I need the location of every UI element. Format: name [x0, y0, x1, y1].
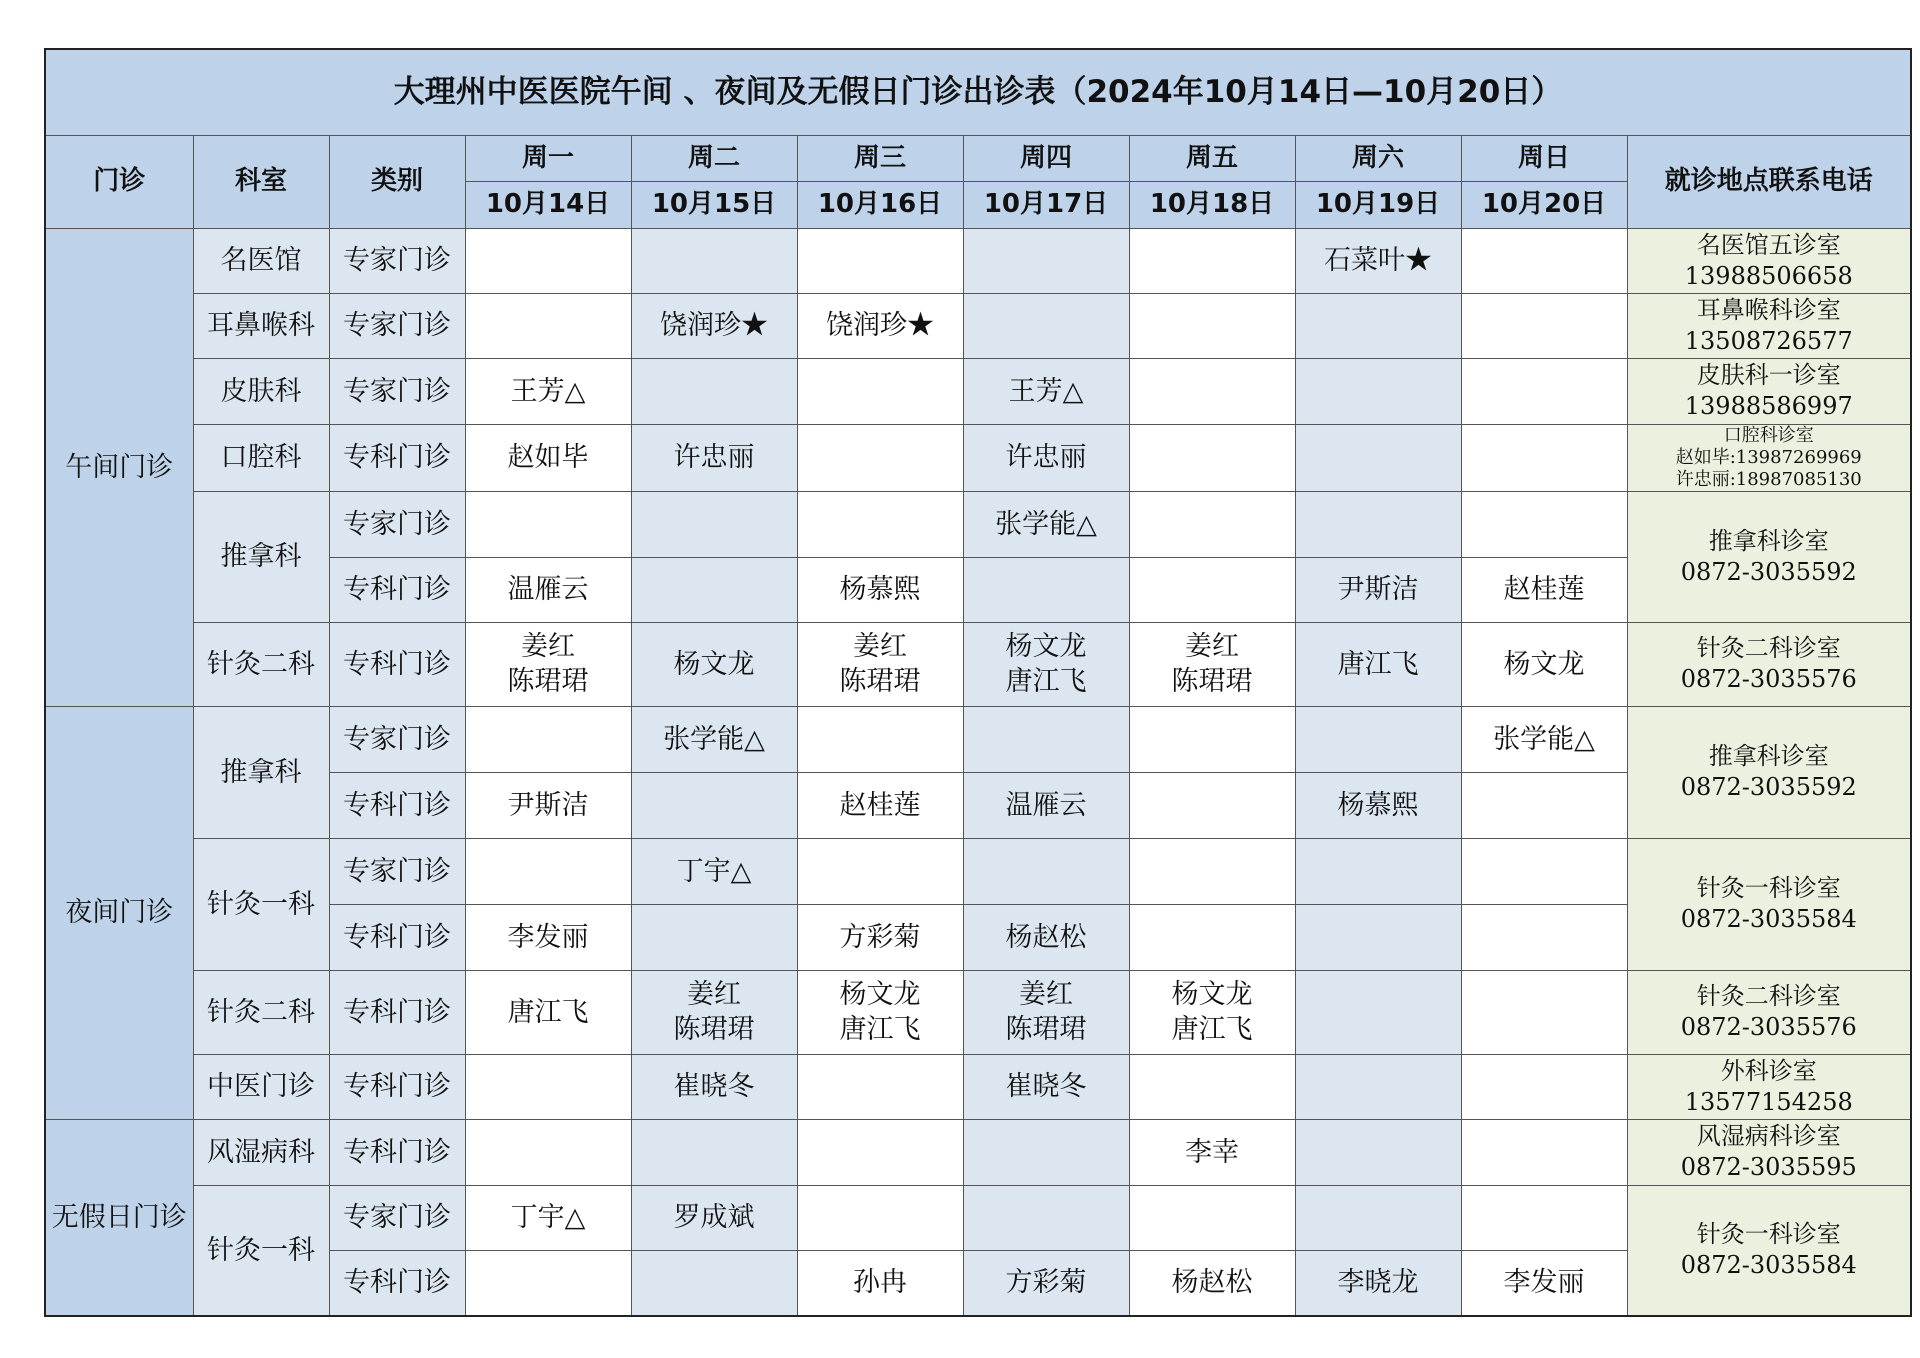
doctor-cell: [1461, 1054, 1627, 1119]
department-cell: 皮肤科: [193, 358, 329, 424]
doctor-cell: [797, 293, 963, 358]
category-cell: 专科门诊: [329, 772, 465, 838]
header-weekday-mon: 周一: [465, 135, 631, 181]
doctor-name: 罗成斌: [673, 1202, 755, 1233]
header-date-fri: 10月18日: [1129, 181, 1295, 228]
table-row: [45, 491, 1911, 557]
section-label: 夜间门诊: [45, 706, 193, 1119]
doctor-cell: [963, 1119, 1129, 1185]
doctor-cell: [1295, 293, 1461, 358]
doctor-cell: [963, 772, 1129, 838]
doctor-name: 姜红: [687, 979, 741, 1010]
doctor-cell: [963, 622, 1129, 706]
department-cell: 针灸二科: [193, 970, 329, 1054]
doctor-cell: [1295, 622, 1461, 706]
doctor-cell: [1461, 1185, 1627, 1250]
doctor-cell: [963, 1185, 1129, 1250]
doctor-name: 方彩菊: [839, 921, 921, 953]
department-cell: 针灸二科: [193, 622, 329, 706]
doctor-name: 陈珺珺: [507, 666, 589, 697]
location-room: 外科诊室: [1720, 1056, 1817, 1085]
header-weekday-tue: 周二: [631, 135, 797, 181]
category-cell: 专家门诊: [329, 491, 465, 557]
doctor-name: 姜红: [521, 631, 575, 662]
doctor-cell: [631, 557, 797, 622]
doctor-name: 唐江飞: [1005, 666, 1087, 697]
location-phone: 0872-3035576: [1680, 1013, 1857, 1041]
doctor-cell: [631, 970, 797, 1054]
doctor-name: 崔晓冬: [1005, 1071, 1087, 1102]
doctor-name: 饶润珍★: [826, 310, 934, 341]
location-room: 针灸二科诊室: [1696, 634, 1841, 662]
location-phone: 0872-3035584: [1680, 1251, 1857, 1280]
doctor-name: 杨赵松: [1005, 921, 1087, 953]
header-date-sat: 10月19日: [1295, 181, 1461, 228]
department-cell: 中医门诊: [193, 1054, 329, 1119]
header-date-thu: 10月17日: [963, 181, 1129, 228]
doctor-cell: [465, 1185, 631, 1250]
doctor-name: 张学能△: [995, 508, 1097, 540]
doctor-name: 温雁云: [1005, 789, 1087, 821]
doctor-cell: [963, 293, 1129, 358]
doctor-cell: [1461, 1250, 1627, 1316]
doctor-cell: [631, 228, 797, 293]
doctor-cell: [1129, 970, 1295, 1054]
doctor-name: 李发丽: [507, 921, 589, 953]
doctor-cell: [797, 970, 963, 1054]
doctor-name: 姜红: [853, 631, 907, 662]
category-cell: 专家门诊: [329, 228, 465, 293]
doctor-cell: [465, 838, 631, 904]
doctor-name: 赵桂莲: [839, 789, 921, 821]
doctor-name: 杨文龙: [1005, 631, 1087, 662]
doctor-cell: [1129, 1054, 1295, 1119]
doctor-cell: [1461, 772, 1627, 838]
doctor-cell: [631, 293, 797, 358]
doctor-cell: [1129, 293, 1295, 358]
doctor-cell: [465, 772, 631, 838]
location-phone: 许忠丽:18987085130: [1675, 468, 1862, 490]
location-cell: [1627, 622, 1911, 706]
doctor-cell: [465, 706, 631, 772]
doctor-cell: [963, 424, 1129, 491]
header-department: 科室: [193, 135, 329, 228]
doctor-cell: [963, 491, 1129, 557]
department-cell: 名医馆: [193, 228, 329, 293]
doctor-cell: [963, 228, 1129, 293]
location-cell: [1627, 424, 1911, 491]
section-label: 无假日门诊: [45, 1119, 193, 1316]
doctor-cell: [1295, 970, 1461, 1054]
doctor-cell: [465, 293, 631, 358]
doctor-name: 李晓龙: [1337, 1267, 1419, 1299]
location-room: 耳鼻喉科诊室: [1696, 295, 1841, 324]
location-room: 皮肤科一诊室: [1696, 361, 1841, 389]
doctor-cell: [1129, 1250, 1295, 1316]
doctor-cell: [1461, 706, 1627, 772]
doctor-name: 尹斯洁: [507, 789, 589, 821]
doctor-cell: [1461, 904, 1627, 970]
doctor-cell: [631, 904, 797, 970]
department-cell: 推拿科: [193, 491, 329, 622]
doctor-name: 许忠丽: [673, 442, 755, 473]
location-room: 名医馆五诊室: [1696, 230, 1841, 259]
doctor-cell: [1295, 1250, 1461, 1316]
location-cell: [1627, 838, 1911, 970]
table-row: [45, 1054, 1911, 1119]
location-phone: 0872-3035592: [1680, 773, 1857, 801]
doctor-cell: [631, 1119, 797, 1185]
department-cell: 推拿科: [193, 706, 329, 838]
doctor-cell: [1129, 228, 1295, 293]
location-phone: 0872-3035592: [1680, 557, 1857, 586]
doctor-name: 姜红: [1185, 631, 1239, 662]
location-cell: [1627, 1185, 1911, 1316]
header-weekday-wed: 周三: [797, 135, 963, 181]
doctor-cell: [1129, 358, 1295, 424]
doctor-name: 杨慕熙: [839, 574, 921, 605]
doctor-cell: [1129, 772, 1295, 838]
schedule-table: [44, 48, 1912, 1317]
table-row: [45, 293, 1911, 358]
table-row: [45, 706, 1911, 772]
header-clinic: 门诊: [45, 135, 193, 228]
category-cell: 专家门诊: [329, 358, 465, 424]
doctor-cell: [631, 1054, 797, 1119]
header-weekday-thu: 周四: [963, 135, 1129, 181]
doctor-cell: [963, 904, 1129, 970]
department-cell: 针灸一科: [193, 1185, 329, 1316]
location-phone: 赵如毕:13987269969: [1675, 446, 1862, 468]
location-phone: 0872-3035595: [1680, 1153, 1857, 1181]
doctor-cell: [1461, 970, 1627, 1054]
doctor-name: 李幸: [1185, 1136, 1239, 1168]
location-room: 口腔科诊室: [1723, 424, 1814, 446]
doctor-cell: [797, 1119, 963, 1185]
category-cell: 专科门诊: [329, 904, 465, 970]
doctor-cell: [797, 706, 963, 772]
doctor-name: 尹斯洁: [1337, 574, 1419, 605]
table-row: [45, 622, 1911, 706]
doctor-name: 唐江飞: [839, 1014, 921, 1045]
category-cell: 专科门诊: [329, 557, 465, 622]
doctor-cell: [1295, 1119, 1461, 1185]
category-cell: 专家门诊: [329, 1185, 465, 1250]
doctor-cell: [797, 1054, 963, 1119]
doctor-cell: [963, 838, 1129, 904]
department-cell: 耳鼻喉科: [193, 293, 329, 358]
doctor-cell: [963, 1054, 1129, 1119]
table-row: [45, 1119, 1911, 1185]
doctor-name: 陈珺珺: [839, 666, 921, 697]
location-room: 针灸二科诊室: [1696, 982, 1841, 1010]
doctor-cell: [465, 557, 631, 622]
doctor-cell: [797, 1250, 963, 1316]
doctor-cell: [797, 424, 963, 491]
doctor-name: 丁宇△: [676, 855, 752, 887]
doctor-cell: [1295, 557, 1461, 622]
doctor-cell: [465, 1250, 631, 1316]
doctor-cell: [465, 491, 631, 557]
header-location: 就诊地点联系电话: [1627, 135, 1911, 228]
doctor-cell: [1295, 491, 1461, 557]
doctor-name: 杨慕熙: [1337, 789, 1419, 821]
header-weekday-sun: 周日: [1461, 135, 1627, 181]
doctor-cell: [797, 904, 963, 970]
location-phone: 13988586997: [1684, 392, 1853, 420]
department-cell: 针灸一科: [193, 838, 329, 970]
location-phone: 0872-3035584: [1680, 905, 1857, 933]
department-cell: 口腔科: [193, 424, 329, 491]
doctor-name: 杨赵松: [1171, 1267, 1253, 1299]
doctor-name: 杨文龙: [673, 648, 755, 680]
doctor-name: 赵桂莲: [1503, 574, 1585, 605]
doctor-name: 唐江飞: [1171, 1014, 1253, 1045]
doctor-cell: [631, 772, 797, 838]
doctor-name: 王芳△: [1008, 375, 1084, 407]
category-cell: 专家门诊: [329, 706, 465, 772]
category-cell: 专科门诊: [329, 424, 465, 491]
location-cell: [1627, 970, 1911, 1054]
table-row: [45, 970, 1911, 1054]
doctor-cell: [631, 358, 797, 424]
doctor-cell: [1129, 622, 1295, 706]
section-label: 午间门诊: [45, 228, 193, 706]
doctor-cell: [797, 491, 963, 557]
location-phone: 0872-3035576: [1680, 665, 1857, 693]
location-cell: [1627, 293, 1911, 358]
doctor-cell: [1461, 491, 1627, 557]
page-title: 大理州中医医院午间 、夜间及无假日门诊出诊表（2024年10月14日—10月20日）: [45, 49, 1911, 135]
doctor-cell: [797, 772, 963, 838]
doctor-cell: [465, 970, 631, 1054]
doctor-cell: [1461, 1119, 1627, 1185]
header-date-mon: 10月14日: [465, 181, 631, 228]
doctor-cell: [631, 838, 797, 904]
category-cell: 专科门诊: [329, 970, 465, 1054]
doctor-cell: [1129, 838, 1295, 904]
table-row: [45, 1185, 1911, 1250]
location-cell: [1627, 706, 1911, 838]
doctor-cell: [1461, 424, 1627, 491]
doctor-cell: [1129, 904, 1295, 970]
doctor-cell: [1461, 622, 1627, 706]
doctor-cell: [1295, 706, 1461, 772]
doctor-name: 张学能△: [1493, 723, 1595, 755]
doctor-cell: [963, 1250, 1129, 1316]
header-category: 类别: [329, 135, 465, 228]
doctor-name: 方彩菊: [1005, 1267, 1087, 1299]
doctor-name: 姜红: [1019, 979, 1073, 1010]
doctor-cell: [631, 706, 797, 772]
doctor-cell: [631, 491, 797, 557]
location-room: 推拿科诊室: [1708, 742, 1829, 770]
location-cell: [1627, 228, 1911, 293]
doctor-cell: [631, 1185, 797, 1250]
doctor-cell: [797, 228, 963, 293]
location-room: 风湿病科诊室: [1696, 1122, 1841, 1150]
doctor-name: 杨文龙: [1503, 648, 1585, 680]
table-row: [45, 228, 1911, 293]
doctor-cell: [963, 358, 1129, 424]
doctor-cell: [1461, 557, 1627, 622]
department-cell: 风湿病科: [193, 1119, 329, 1185]
doctor-cell: [1295, 772, 1461, 838]
doctor-name: 崔晓冬: [673, 1071, 755, 1102]
doctor-cell: [1295, 358, 1461, 424]
header-date-wed: 10月16日: [797, 181, 963, 228]
doctor-cell: [1129, 1119, 1295, 1185]
location-room: 推拿科诊室: [1708, 526, 1829, 555]
doctor-cell: [1461, 358, 1627, 424]
doctor-cell: [1129, 557, 1295, 622]
category-cell: 专家门诊: [329, 293, 465, 358]
doctor-name: 孙冉: [853, 1267, 907, 1299]
doctor-cell: [1295, 838, 1461, 904]
doctor-cell: [465, 228, 631, 293]
doctor-cell: [1129, 1185, 1295, 1250]
doctor-name: 石菜叶★: [1324, 245, 1432, 276]
doctor-name: 王芳△: [510, 375, 586, 407]
doctor-name: 李发丽: [1503, 1267, 1585, 1299]
location-room: 针灸一科诊室: [1696, 874, 1841, 902]
header-date-tue: 10月15日: [631, 181, 797, 228]
doctor-name: 丁宇△: [510, 1202, 586, 1233]
doctor-cell: [963, 706, 1129, 772]
doctor-cell: [465, 424, 631, 491]
location-cell: [1627, 358, 1911, 424]
doctor-name: 陈珺珺: [673, 1014, 755, 1045]
category-cell: 专科门诊: [329, 1250, 465, 1316]
schedule-sheet: [44, 48, 1910, 1319]
doctor-name: 张学能△: [663, 723, 765, 755]
table-row: [45, 424, 1911, 491]
doctor-name: 杨文龙: [839, 979, 921, 1010]
location-cell: [1627, 1054, 1911, 1119]
doctor-name: 唐江飞: [507, 996, 589, 1028]
doctor-cell: [465, 358, 631, 424]
doctor-cell: [1295, 424, 1461, 491]
doctor-name: 饶润珍★: [660, 310, 768, 341]
doctor-name: 唐江飞: [1337, 648, 1419, 680]
doctor-cell: [797, 358, 963, 424]
doctor-cell: [631, 622, 797, 706]
doctor-cell: [963, 970, 1129, 1054]
doctor-cell: [465, 1119, 631, 1185]
doctor-cell: [1129, 424, 1295, 491]
doctor-cell: [1461, 293, 1627, 358]
location-room: 针灸一科诊室: [1696, 1220, 1841, 1249]
doctor-name: 陈珺珺: [1005, 1014, 1087, 1045]
header-date-sun: 10月20日: [1461, 181, 1627, 228]
doctor-cell: [1461, 838, 1627, 904]
location-cell: [1627, 491, 1911, 622]
doctor-cell: [631, 424, 797, 491]
doctor-cell: [797, 1185, 963, 1250]
doctor-name: 许忠丽: [1005, 442, 1087, 473]
doctor-cell: [963, 557, 1129, 622]
doctor-cell: [1295, 904, 1461, 970]
doctor-cell: [797, 557, 963, 622]
location-phone: 13988506658: [1684, 261, 1853, 290]
doctor-name: 陈珺珺: [1171, 666, 1253, 697]
category-cell: 专科门诊: [329, 1054, 465, 1119]
doctor-cell: [1295, 1054, 1461, 1119]
doctor-cell: [1129, 491, 1295, 557]
table-row: [45, 358, 1911, 424]
location-phone: 13577154258: [1684, 1087, 1853, 1116]
doctor-name: 赵如毕: [507, 442, 589, 473]
doctor-cell: [1461, 228, 1627, 293]
doctor-cell: [465, 904, 631, 970]
doctor-cell: [1295, 1185, 1461, 1250]
doctor-cell: [631, 1250, 797, 1316]
table-row: [45, 838, 1911, 904]
category-cell: 专科门诊: [329, 1119, 465, 1185]
location-phone: 13508726577: [1684, 326, 1853, 355]
category-cell: 专家门诊: [329, 838, 465, 904]
doctor-name: 温雁云: [507, 574, 589, 605]
header-weekday-fri: 周五: [1129, 135, 1295, 181]
doctor-cell: [797, 838, 963, 904]
doctor-cell: [465, 1054, 631, 1119]
header-weekday-sat: 周六: [1295, 135, 1461, 181]
doctor-name: 杨文龙: [1171, 979, 1253, 1010]
category-cell: 专科门诊: [329, 622, 465, 706]
doctor-cell: [465, 622, 631, 706]
doctor-cell: [797, 622, 963, 706]
doctor-cell: [1295, 228, 1461, 293]
location-cell: [1627, 1119, 1911, 1185]
doctor-cell: [1129, 706, 1295, 772]
